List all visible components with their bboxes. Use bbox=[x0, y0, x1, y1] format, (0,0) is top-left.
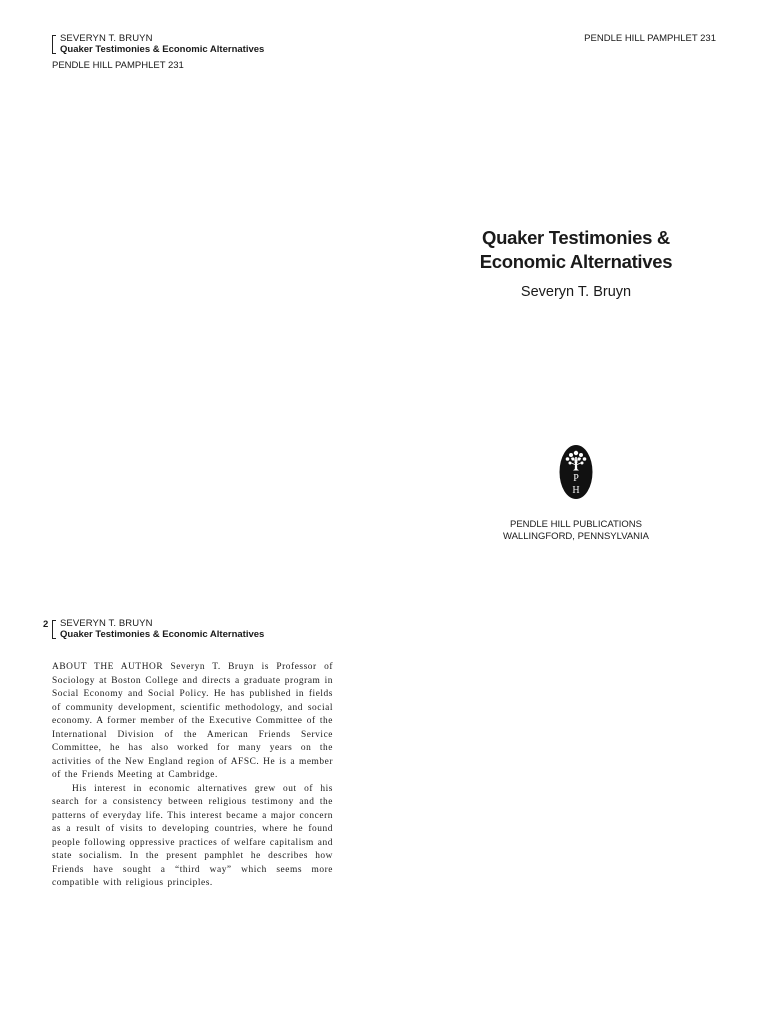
about-the-author bbox=[52, 661, 333, 891]
publisher-block bbox=[452, 519, 700, 543]
header-bracket bbox=[52, 35, 56, 54]
top-header bbox=[60, 33, 264, 55]
header-title: Quaker Testimonies & Economic Alternatives bbox=[60, 44, 265, 55]
cover-title-line2: Economic Alternatives bbox=[479, 251, 673, 272]
logo-letter-p: P bbox=[573, 473, 579, 484]
page2-header-author: SEVERYN T. BRUYN bbox=[60, 618, 153, 629]
cover-title-line1: Quaker Testimonies & bbox=[482, 227, 670, 248]
cover-title bbox=[452, 226, 700, 274]
about-paragraph-1: ABOUT THE AUTHOR Severyn T. Bruyn is Professor of Sociology at Boston College and directs a graduate program in Social Economy and Social Policy. He has published in fields of community development, scientific methodology, and social economy. A former member of the Executive Committee of the International Division of the American Friends Service Committee, he has also worked for many years on the activities of the New England region of AFSC. He is a member of the Friends Meeting at Cambridge. bbox=[52, 662, 333, 780]
header-author: SEVERYN T. BRUYN bbox=[60, 33, 153, 44]
top-right-pamphlet-label: PENDLE HILL PAMPHLET 231 bbox=[584, 33, 716, 44]
publisher-name: PENDLE HILL PUBLICATIONS bbox=[510, 519, 642, 530]
cover-author: Severyn T. Bruyn bbox=[520, 284, 632, 300]
about-paragraph-2: His interest in economic alternatives grew out of his search for a consistency between religious testimony and the patterns of everyday life. This interest became a major concern as a result of visits to developing countries, where he found people following oppressive practices of welfare capitalism and state socialism. In the present pamphlet he describes how Friends have sought a “third way” which seems more compatible with religious principles. bbox=[52, 783, 333, 888]
publisher-location: WALLINGFORD, PENNSYLVANIA bbox=[502, 531, 650, 542]
logo-letter-h: H bbox=[572, 485, 580, 496]
page-number: 2 bbox=[43, 619, 49, 630]
header-pamphlet: PENDLE HILL PAMPHLET 231 bbox=[52, 60, 184, 71]
page2-header bbox=[60, 618, 264, 640]
page2-header-bracket bbox=[52, 620, 56, 639]
pendle-hill-logo-icon bbox=[558, 443, 594, 501]
page2-header-title: Quaker Testimonies & Economic Alternatives bbox=[60, 629, 265, 640]
